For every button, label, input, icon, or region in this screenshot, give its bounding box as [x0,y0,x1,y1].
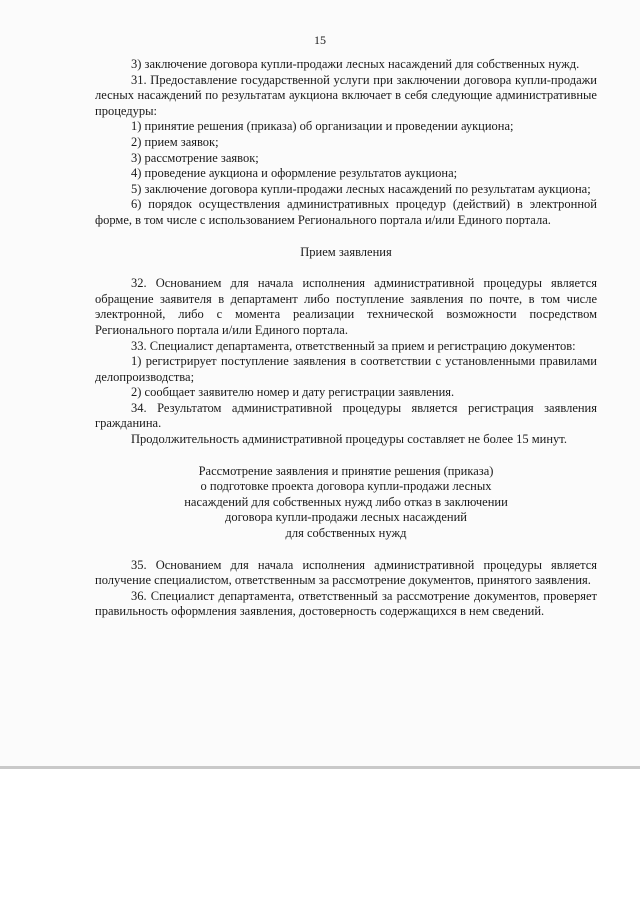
paragraph-34: 34. Результатом административной процедуры является регистрация заявления гражданина. [95,400,597,431]
list-item: 6) порядок осуществления административных процедур (действий) в электронной форме, в том числе с использованием Регионального портала и/или Единого портала. [95,197,597,227]
list-item: 4) проведение аукциона и оформление результатов аукциона; [131,166,458,181]
heading-line: о подготовке проекта договора купли-продажи лесных [200,479,492,494]
paragraph-35: 35. Основанием для начала исполнения административной процедуры является получение специалистом, ответственным за рассмотрение документов, принятого заявления. [95,557,597,588]
paragraph-33-item-2: 2) сообщает заявителю номер и дату регистрации заявления. [131,385,455,400]
paragraph-33: 33. Специалист департамента, ответственный за прием и регистрацию документов: [131,338,576,353]
section-heading [95,464,597,542]
list-item: 5) заключение договора купли-продажи лесных насаждений по результатам аукциона; [131,181,591,196]
paragraph-31: 31. Предоставление государственной услуги при заключении договора купли-продажи лесных насаждений по результатам аукциона включает в себя следующие административные процедуры: [95,72,597,118]
paragraph-duration: Продолжительность административной процедуры составляет не более 15 минут. [131,432,567,447]
list-item: 1) принятие решения (приказа) об организации и проведении аукциона; [131,119,514,134]
page-bottom-edge [0,766,640,769]
paragraph-item-3: 3) заключение договора купли-продажи лесных насаждений для собственных нужд. [131,57,580,71]
heading-line: насаждений для собственных нужд либо отказ в заключении [184,494,508,509]
paragraph-32: 32. Основанием для начала исполнения административной процедуры является обращение заявителя в департамент либо поступление заявления по почте, в том числе электронной, либо с момента реализации технической возможности посредством Регионального портала и/или Единого портала. [95,276,597,337]
paragraph-36: 36. Специалист департамента, ответственный за рассмотрение документов, проверяет правильность оформления заявления, достоверность содержащихся в нем сведений. [95,588,597,619]
section-heading: Прием заявления [300,244,392,259]
list-item: 3) рассмотрение заявок; [131,150,259,165]
document-body [95,57,597,620]
page-number: 15 [314,33,326,47]
heading-line: для собственных нужд [285,526,407,541]
heading-line: договора купли-продажи лесных насаждений [225,510,467,525]
heading-line: Рассмотрение заявления и принятие решения (приказа) [198,463,494,478]
list-item: 2) прием заявок; [131,134,219,149]
paragraph-33-item-1: 1) регистрирует поступление заявления в соответствии с установленными правилами делопроизводства; [95,354,597,384]
